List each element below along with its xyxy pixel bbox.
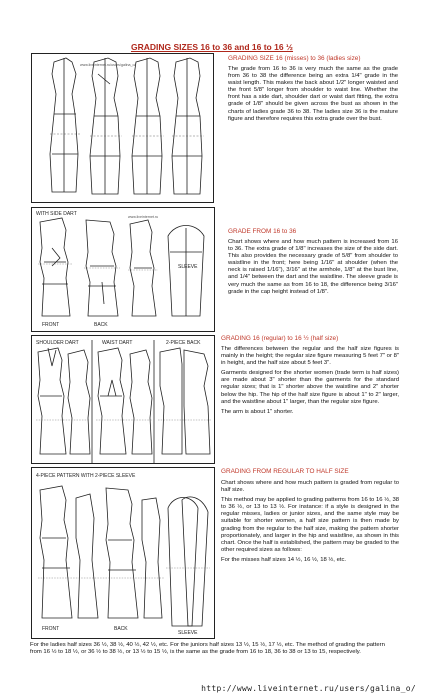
- section-heading: GRADING SIZE 16 (misses) to 36 (ladies size): [228, 55, 361, 62]
- section-heading: GRADE FROM 16 to 36: [228, 228, 297, 235]
- paragraph: Chart shows where and how much pattern is graded from regular to half size.: [221, 480, 399, 494]
- chart-label-sleeve: SLEEVE: [178, 630, 198, 636]
- figure-box-4: [31, 467, 215, 639]
- paragraph: For the misses half sizes 14 ½, 16 ½, 18 ½, etc.: [221, 556, 347, 563]
- figure-watermark: www.liveinternet.ru: [128, 215, 159, 219]
- paragraph: This method may be applied to grading patterns from 16 to 16 ½, 38 to 36 ½, or 13 to 13 ½. For instance: if a style is designed in the regular misses, ladies or junior sizes, and the same style may be suitable for shorter women, a half size pattern is then made by grading from the regular to the half size, making the pattern shorter proportionately, and larger in the hip and waistline, as shown in this chart. Once the half is established, the pattern may be graded to the other required sizes as follows:: [221, 497, 399, 553]
- chart-label-back: BACK: [114, 626, 128, 632]
- chart-label-shoulder-dart: SHOULDER DART: [36, 340, 79, 346]
- side-dart-grading-chart: [32, 208, 214, 331]
- figure-watermark: www.liveinternet.ru/users/galina_o/: [80, 63, 136, 67]
- chart-label-back: BACK: [94, 322, 108, 328]
- chart-label-front: FRONT: [42, 626, 60, 632]
- paragraph: The grade from 16 to 36 is very much the same as the grade from 36 to 38 the difference being an extra 1/4" grade in the waist length. This makes the back about 1/2" longer waisted and the front 5/8" longer from shoulder to waist line. Whether the front has a side dart, shoulder dart or waist dart fitting, the extra grade of 1/8" should be given across the bust as shown in the charts of ladies grade 36 to 38. The ladies size 36 is the mature figure and therefore requires this extra grade over the bust.: [228, 66, 398, 122]
- dress-forms-illustration: [32, 54, 213, 202]
- paragraph: The arm is about 1" shorter.: [221, 408, 294, 415]
- section-text: [228, 66, 398, 126]
- regular-to-half-size-chart: [32, 468, 214, 638]
- figure-box-3: [31, 335, 215, 464]
- chart-label-sleeve: SLEEVE: [178, 264, 198, 270]
- chart-label-waist-dart: WAIST DART: [102, 340, 133, 346]
- chart-label-front: FRONT: [42, 322, 60, 328]
- chart-label-two-piece-back: 2-PIECE BACK: [166, 340, 201, 346]
- figure-box-2: [31, 207, 215, 332]
- page-watermark: http://www.liveinternet.ru/users/galina_o/: [201, 684, 416, 693]
- footer-text: For the ladies half sizes 36 ½, 38 ½, 40 ½, 42 ½, etc. For the juniors half sizes 13 ½, 15 ½, 17 ½, etc. The method of grading the pattern from 16 ½ to 18 ½, or 36 ½ to 38 ½, or 13 ½ to 15 ½, is the same as the grade from 16 to 18, 36 to 38 or 13 to 15, respectively.: [30, 642, 385, 656]
- section-text: [228, 239, 398, 299]
- paragraph: The differences between the regular and the half size figures is mainly in the height; the regular size figure measuring 5 feet 7" or 8" in height, and the half size about 5 feet 3".: [221, 346, 399, 367]
- chart-label-top: 4-PIECE PATTERN WITH 2-PIECE SLEEVE: [36, 473, 136, 479]
- paragraph: Garments designed for the shorter women (trade term is half sizes) are made about 3" shorter than the garments for the standard regular sizes; that is 1" shorter above the waistline and 2" shorter below the hip. The hip of the half size figure is about 1" to 2" larger, and the waistline about 1" larger, than the regular size figure.: [221, 370, 399, 405]
- chart-label-top: WITH SIDE DART: [36, 211, 77, 217]
- section-text: [221, 346, 399, 419]
- paragraph: Chart shows where and how much pattern is increased from 16 to 36. The extra grade of 1/8" increases the size of the side dart. This also provides the necessary grade of 5/8" from shoulder to waistline in the front; here being 1/16" at shoulder (when the neck is raised 1/16"), 3/16" at the armhole, 1/8" at the bust line, and 1/4" between the dart and the waistline. The sleeve grade is very much the same as from 16 to 18, the difference being 3/16" grade in the cap height instead of 1/8".: [228, 239, 398, 295]
- figure-box-1: [31, 53, 214, 203]
- section-text: [221, 480, 399, 567]
- half-size-grading-chart: [32, 336, 214, 463]
- section-heading: GRADING FROM REGULAR TO HALF SIZE: [221, 468, 349, 475]
- section-heading: GRADING 16 (regular) to 16 ½ (half size): [221, 335, 339, 342]
- page-title: GRADING SIZES 16 to 36 and 16 to 16 ½: [130, 42, 294, 52]
